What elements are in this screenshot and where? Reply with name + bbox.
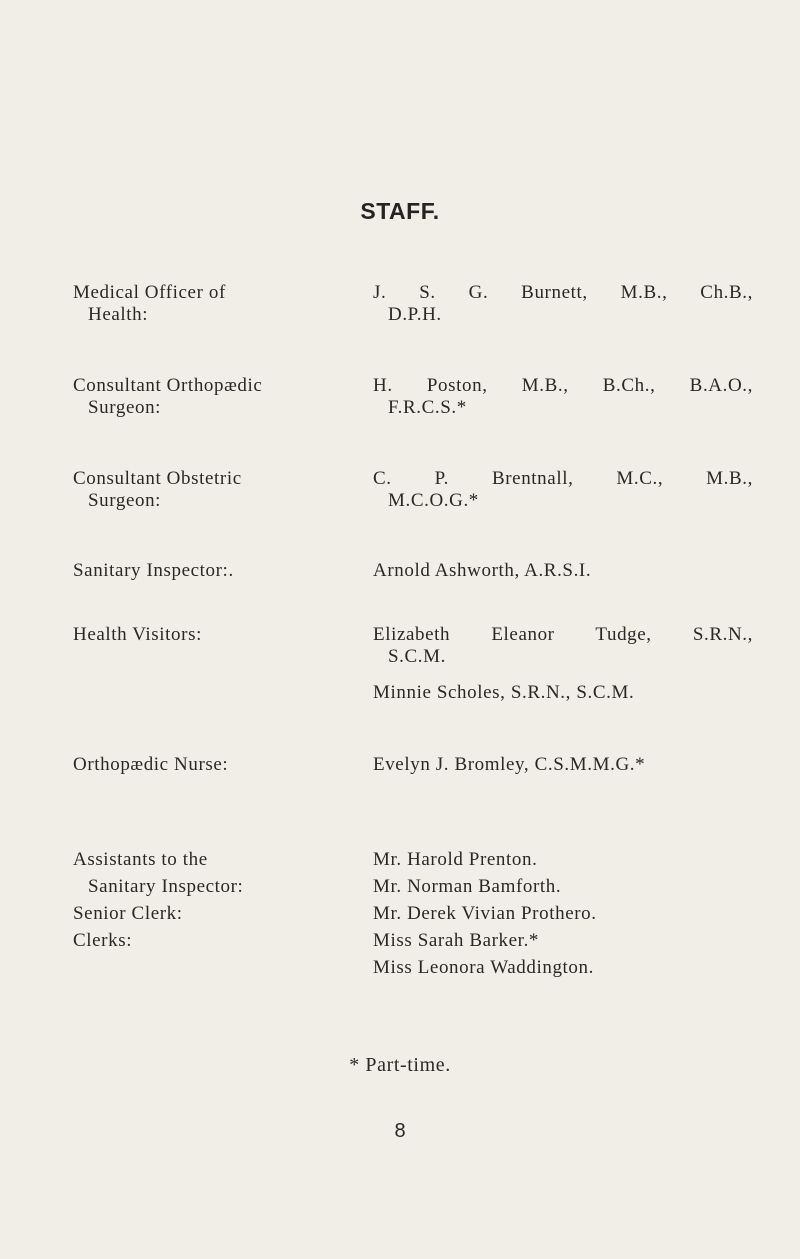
staff-names: [373, 754, 753, 776]
role-line: Consultant Obstetric: [73, 468, 242, 489]
role-label: [73, 560, 363, 582]
role-line: Senior Clerk:: [73, 903, 183, 924]
staff-name-line: Mr. Harold Prenton.: [373, 849, 538, 870]
role-line: Assistants to the: [73, 849, 208, 870]
staff-name-line: J. S. G. Burnett, M.B., Ch.B.,: [373, 282, 753, 303]
role-line: Clerks:: [73, 930, 133, 951]
staff-name-line: Arnold Ashworth, A.R.S.I.: [373, 560, 592, 581]
role-label: [73, 468, 363, 512]
staff-name-line: H. Poston, M.B., B.Ch., B.A.O.,: [373, 375, 753, 396]
role-line: Orthopædic Nurse:: [73, 754, 229, 775]
role-label: [73, 282, 363, 326]
staff-name-line: Mr. Derek Vivian Prothero.: [373, 903, 597, 924]
staff-name-line: Minnie Scholes, S.R.N., S.C.M.: [373, 682, 635, 703]
role-line: Surgeon:: [88, 490, 162, 511]
role-label: [73, 846, 363, 954]
staff-names: [373, 468, 753, 512]
staff-names: [373, 375, 753, 419]
page-title: STAFF.: [360, 198, 440, 224]
role-line: Health Visitors:: [73, 624, 202, 645]
staff-names: [373, 624, 753, 704]
staff-name-line: C. P. Brentnall, M.C., M.B.,: [373, 468, 753, 489]
role-line: Medical Officer of: [73, 282, 226, 303]
staff-name-line: F.R.C.S.*: [388, 397, 467, 418]
staff-name-line: Miss Sarah Barker.*: [373, 930, 540, 951]
staff-name-line: S.C.M.: [388, 646, 446, 667]
role-line: Sanitary Inspector:: [88, 876, 244, 897]
staff-name-line: Miss Leonora Waddington.: [373, 957, 594, 978]
staff-names: [373, 282, 753, 326]
role-line: Health:: [88, 304, 149, 325]
role-label: [73, 375, 363, 419]
staff-name-line: D.P.H.: [388, 304, 442, 325]
page-number: 8: [394, 1120, 406, 1142]
role-line: Consultant Orthopædic: [73, 375, 263, 396]
staff-names: [373, 560, 753, 582]
part-time-footnote: * Part-time.: [349, 1054, 451, 1076]
staff-names: [373, 846, 753, 981]
role-line: Surgeon:: [88, 397, 162, 418]
staff-name-line: Elizabeth Eleanor Tudge, S.R.N.,: [373, 624, 753, 645]
staff-name-line: Mr. Norman Bamforth.: [373, 876, 562, 897]
staff-name-line: Evelyn J. Bromley, C.S.M.M.G.*: [373, 754, 646, 775]
role-label: [73, 754, 363, 776]
staff-name-line: M.C.O.G.*: [388, 490, 479, 511]
role-label: [73, 624, 363, 646]
role-line: Sanitary Inspector:.: [73, 560, 234, 581]
